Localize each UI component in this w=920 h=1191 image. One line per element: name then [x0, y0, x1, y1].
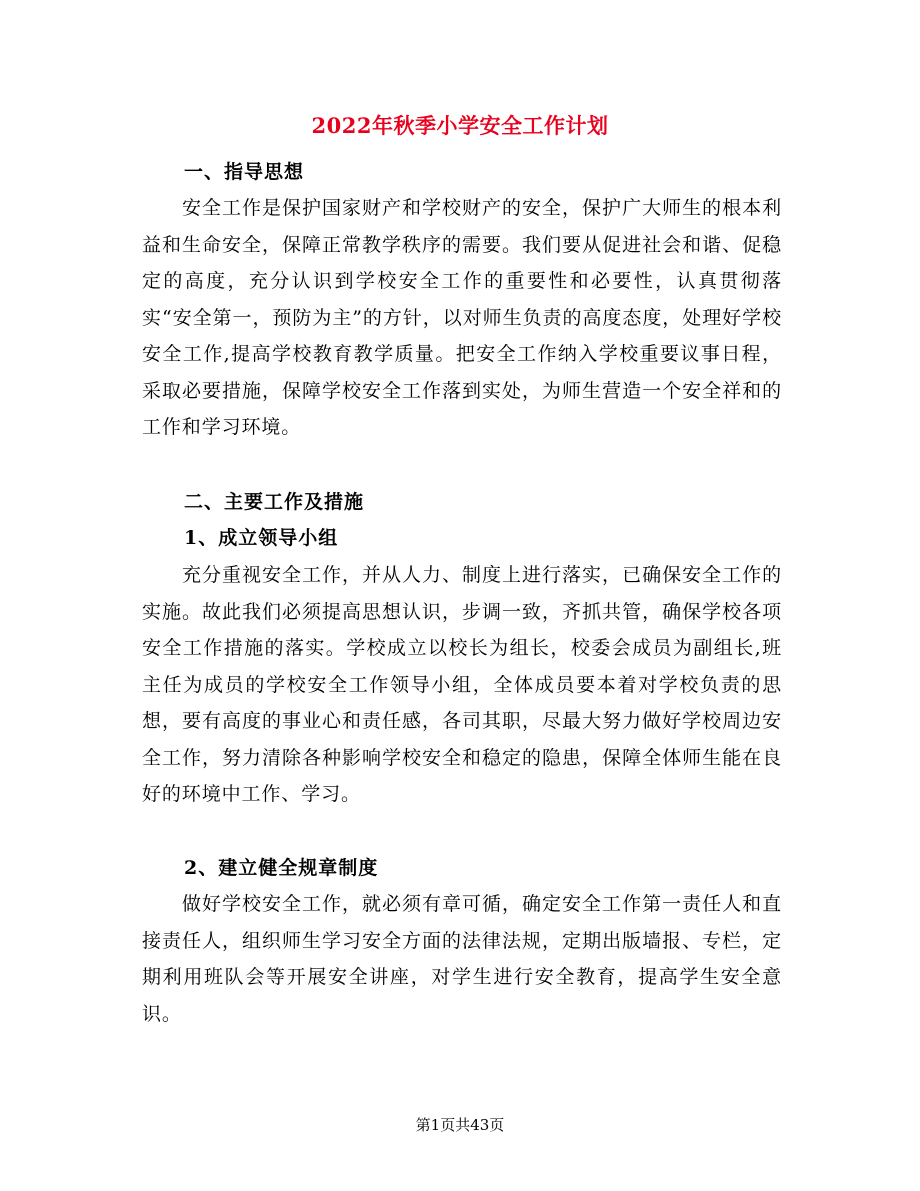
section-heading-guiding-ideology: 一、指导思想	[184, 161, 305, 183]
page-number-footer: 第1页共43页	[415, 1116, 505, 1134]
section-paragraph-rules: 做好学校安全工作，就必须有章可循，确定安全工作第一责任人和直接责任人，组织师生学习安全方面的法律法规，定期出版墙报、专栏，定期利用班队会等开展安全讲座，对学生进行安全教育，提高学生安全意识。	[142, 893, 782, 1025]
section-heading-main-work: 二、主要工作及措施	[184, 491, 365, 513]
document-title: 2022年秋季小学安全工作计划	[311, 113, 609, 138]
section-heading-leadership-group: 1、成立领导小组	[184, 527, 339, 549]
section-heading-rules: 2、建立健全规章制度	[184, 857, 379, 879]
section-paragraph-guiding-ideology: 安全工作是保护国家财产和学校财产的安全，保护广大师生的根本利益和生命安全，保障正常教学秩序的需要。我们要从促进社会和谐、促稳定的高度，充分认识到学校安全工作的重要性和必要性，认真贯彻落实“安全第一，预防为主”的方针，以对师生负责的高度态度，处理好学校安全工作,提高学校教育教学质量。把安全工作纳入学校重要议事日程，采取必要措施，保障学校安全工作落到实处，为师生营造一个安全祥和的工作和学习环境。	[142, 197, 782, 438]
section-paragraph-leadership-group: 充分重视安全工作，并从人力、制度上进行落实，已确保安全工作的实施。故此我们必须提高思想认识，步调一致，齐抓共管，确保学校各项安全工作措施的落实。学校成立以校长为组长，校委会成员为副组长,班主任为成员的学校安全工作领导小组，全体成员要本着对学校负责的思想，要有高度的事业心和责任感，各司其职，尽最大努力做好学校周边安全工作，努力清除各种影响学校安全和稳定的隐患，保障全体师生能在良好的环境中工作、学习。	[142, 564, 782, 805]
